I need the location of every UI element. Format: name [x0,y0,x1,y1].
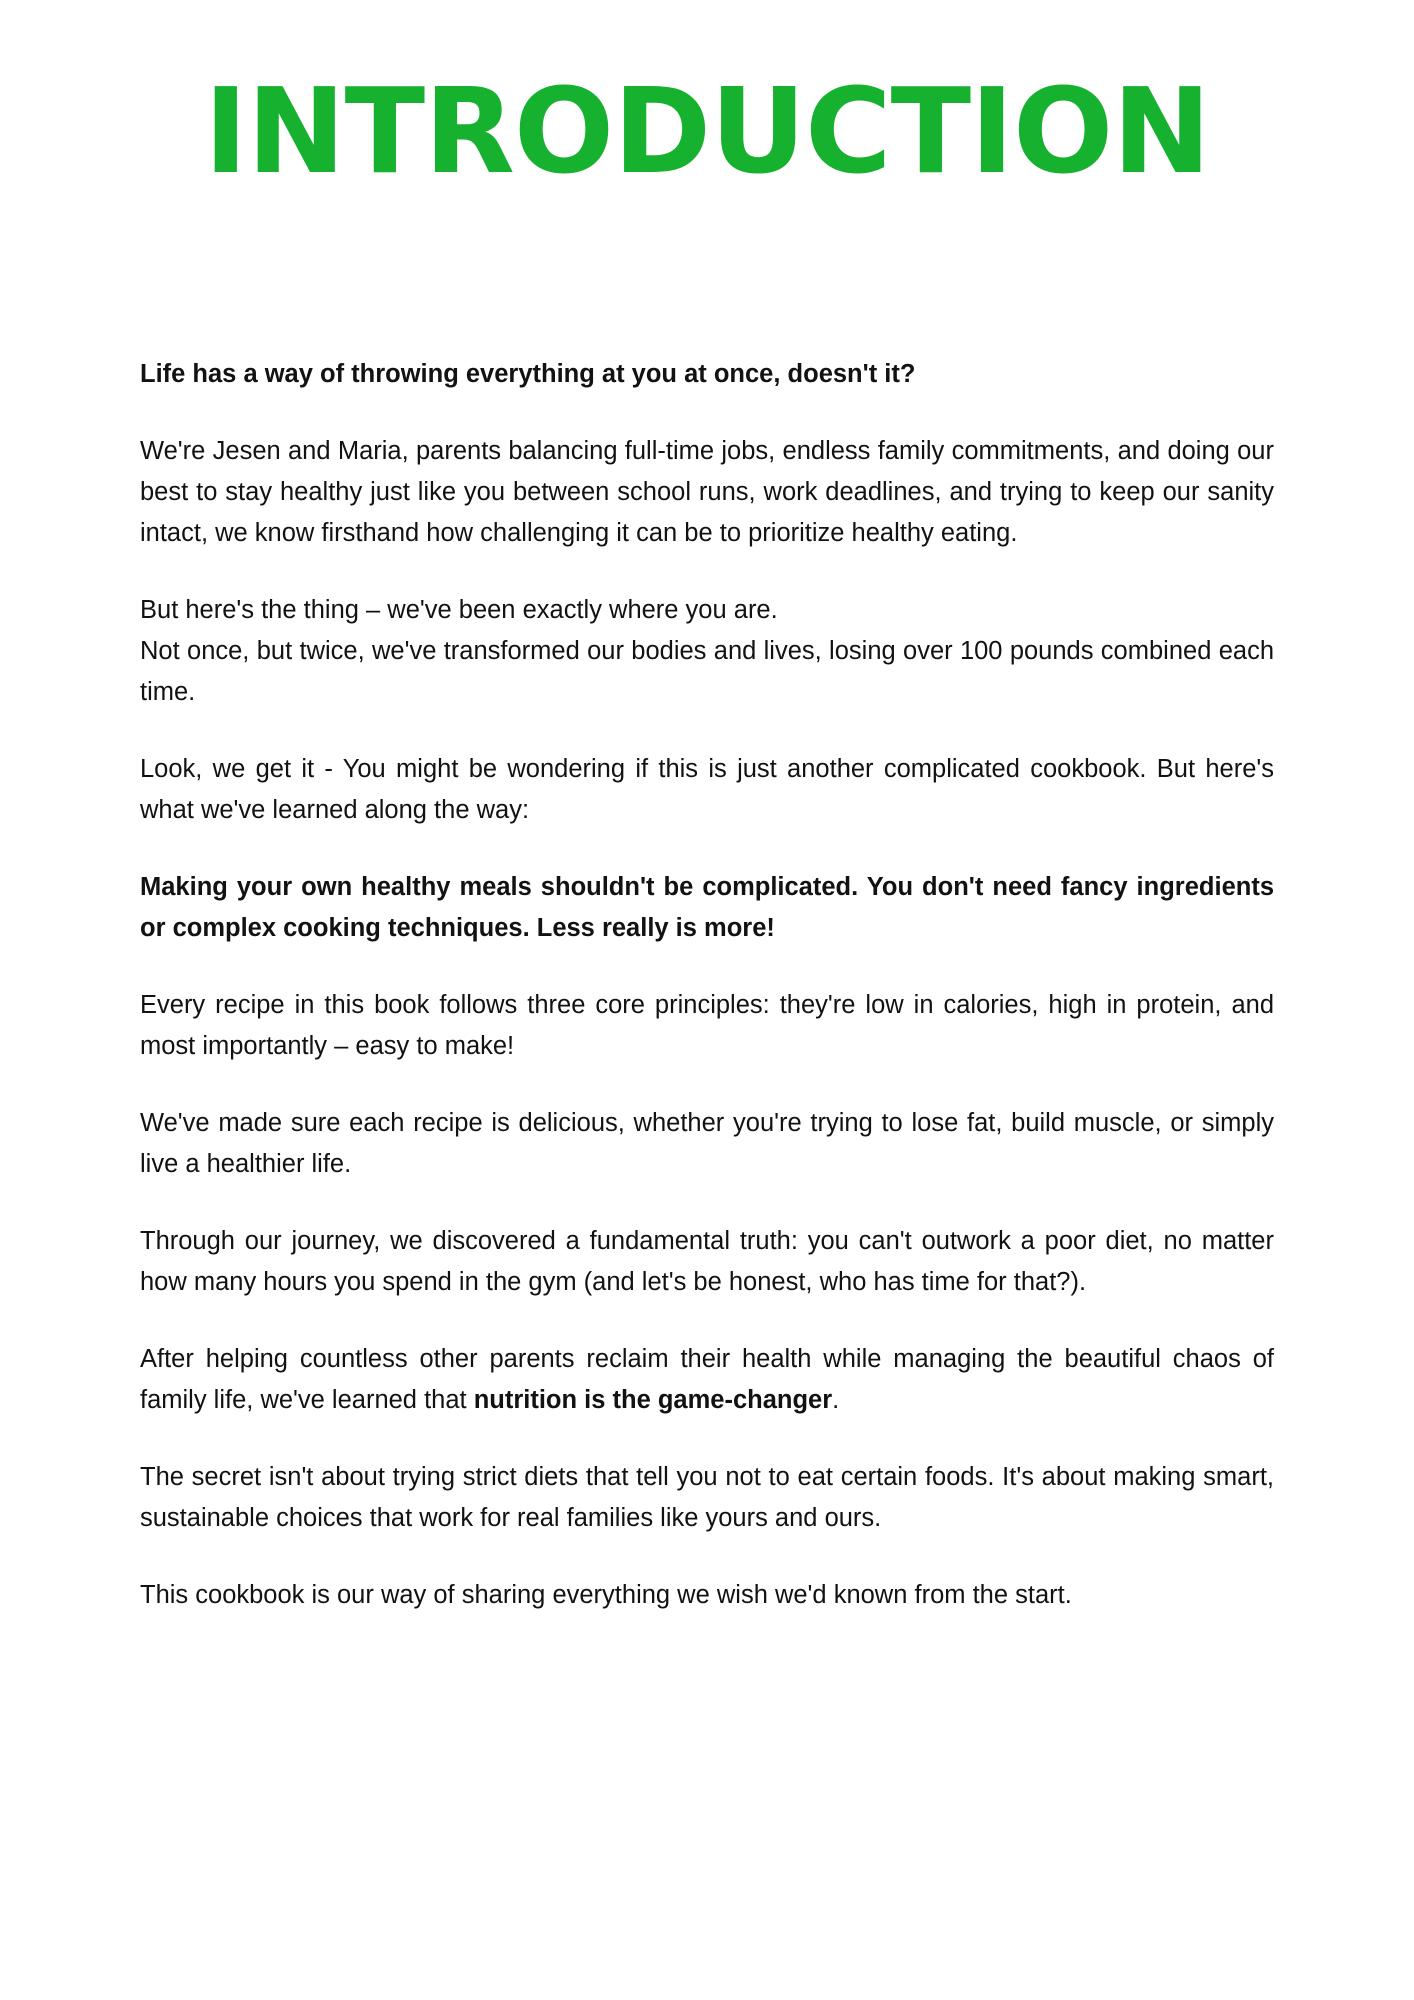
paragraph-been-there-line2: Not once, but twice, we've transformed our bodies and lives, losing over 100 pounds combined each time. [140,636,1274,706]
paragraph-secret: The secret isn't about trying strict diets that tell you not to eat certain foods. It's about making smart, sustainable choices that work for real families like yours and ours. [140,1462,1274,1532]
paragraph-game-changer-text-after: . [832,1385,840,1414]
paragraph-simple-claim: Making your own healthy meals shouldn't be complicated. You don't need fancy ingredients or complex cooking techniques. Less really is more! [140,872,1274,942]
paragraph-game-changer-emphasis: nutrition is the game-changer [473,1385,833,1414]
page-title: INTRODUCTION [203,62,1211,200]
paragraph-been-there-line1: But here's the thing – we've been exactly where you are. [140,595,778,624]
paragraph-group-been-there [140,590,1274,713]
paragraph-hook: Life has a way of throwing everything at you at once, doesn't it? [140,359,916,388]
paragraph-three-principles: Every recipe in this book follows three core principles: they're low in calories, high in protein, and most importantly – easy to make! [140,990,1274,1060]
paragraph-intro-who: We're Jesen and Maria, parents balancing full-time jobs, endless family commitments, and doing our best to stay healthy just like you between school runs, work deadlines, and trying to keep our sanity intact, we know firsthand how challenging it can be to prioritize healthy eating. [140,436,1274,547]
paragraph-closing: This cookbook is our way of sharing everything we wish we'd known from the start. [140,1580,1072,1609]
paragraph-delicious: We've made sure each recipe is delicious, whether you're trying to lose fat, build muscle, or simply live a healthier life. [140,1108,1274,1178]
paragraph-game-changer-text-before: After helping countless other parents reclaim their health while managing the beautiful chaos of family life, we've learned that [140,1344,1274,1414]
document-body [140,354,1274,1616]
paragraph-game-changer [140,1339,1274,1421]
paragraph-look-we-get-it: Look, we get it - You might be wondering if this is just another complicated cookbook. But here's what we've learned along the way: [140,754,1274,824]
paragraph-fundamental-truth: Through our journey, we discovered a fundamental truth: you can't outwork a poor diet, no matter how many hours you spend in the gym (and let's be honest, who has time for that?). [140,1226,1274,1296]
